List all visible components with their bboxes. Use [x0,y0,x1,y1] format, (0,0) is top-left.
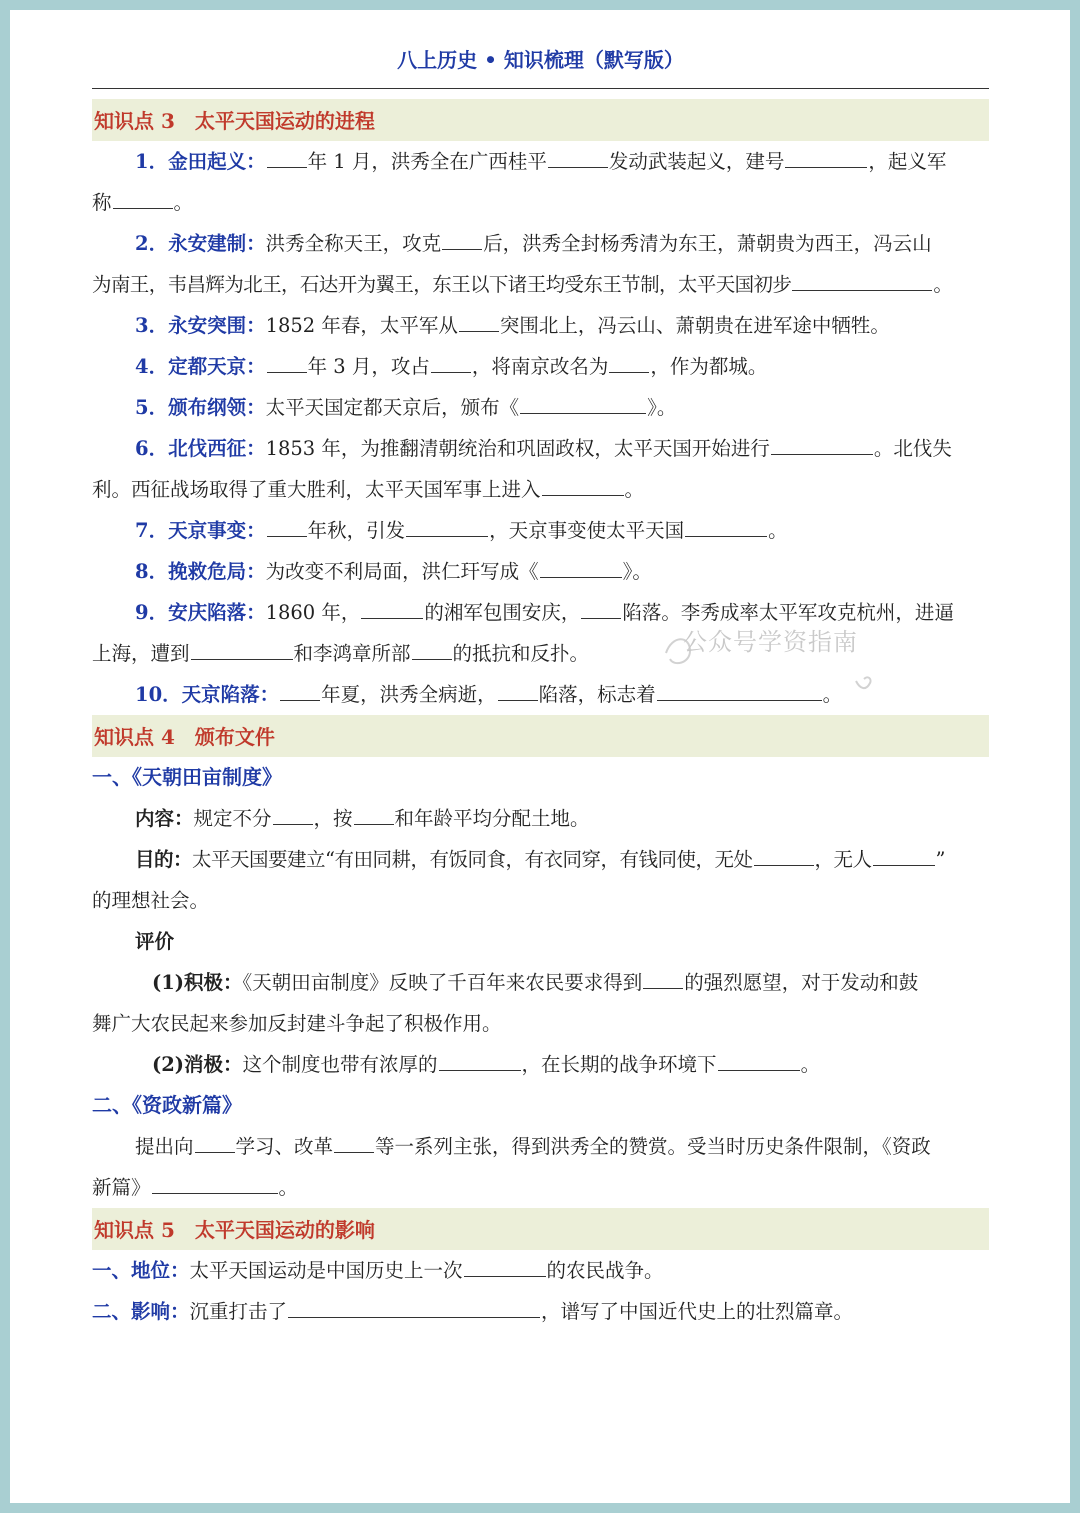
fill-blank[interactable] [718,1050,800,1071]
kp4-section-2-title: 二、《资政新篇》 [92,1093,242,1117]
kp4-purpose-cont: 的理想社会。 [92,889,210,912]
fill-blank[interactable] [361,598,423,619]
item-text: 学习、改革 [235,1135,334,1158]
item-text: 上海，遭到 [92,642,190,665]
item-text: 》。 [622,560,652,583]
item-label: 8．挽救危局： [135,560,266,583]
fill-blank[interactable] [431,352,471,373]
fill-blank[interactable] [792,270,932,291]
kp3-item-5 [92,387,989,428]
item-label: 1．金田起义： [135,150,266,173]
fill-blank[interactable] [685,516,767,537]
purpose-label: 目的： [135,848,193,871]
item-text: ” [935,848,945,871]
item-label: 6．北伐西征： [135,437,266,460]
item-text: 为南王，韦昌辉为北王，石达开为翼王，东王以下诸王均受东王节制，太平天国初步 [92,273,792,296]
item-text: 1860 年， [265,601,361,624]
fill-blank[interactable] [609,352,649,373]
item-text: 。 [933,273,953,296]
impact-label: 二、影响： [92,1300,190,1323]
kp4-header: 知识点 4 颁布文件 [92,715,989,757]
item-text: 的农民战争。 [546,1259,664,1282]
item-text: 的湘军包围安庆， [424,601,581,624]
item-label: 10．天京陷落： [135,683,280,706]
fill-blank[interactable] [540,557,622,578]
kp3-item-3 [92,305,989,346]
item-label: 3．永安突围： [135,314,266,337]
item-text: 年 3 月，攻占 [307,355,430,378]
fill-blank[interactable] [354,804,394,825]
fill-blank[interactable] [412,639,452,660]
kp3-item-1-cont [92,182,989,223]
fill-blank[interactable] [643,968,683,989]
kp3-item-6 [92,428,989,469]
item-text: 为改变不利局面，洪仁玕写成《 [265,560,539,583]
item-text: 后，洪秀全封杨秀清为东王，萧朝贵为西王，冯云山 [483,232,932,255]
item-text: 太平天国运动是中国历史上一次 [189,1259,463,1282]
kp4-eval-label: 评价 [135,930,175,953]
item-text: ，在长期的战争环境下 [521,1053,717,1076]
fill-blank[interactable] [548,147,608,168]
item-text: 年秋，引发 [307,519,406,542]
item-text: ，将南京改名为 [471,355,609,378]
item-text: 突围北上，冯云山、萧朝贵在进军途中牺牲。 [499,314,890,337]
fill-blank[interactable] [152,1173,278,1194]
item-text: 》。 [647,396,677,419]
kp5-impact [92,1291,989,1332]
fill-blank[interactable] [195,1132,235,1153]
item-text: 太平天国定都天京后，颁布《 [265,396,520,419]
item-text: 。北伐失 [873,437,952,460]
item-text: ，天京事变使太平天国 [489,519,685,542]
item-text: 发动武装起义，建号 [608,150,785,173]
fill-blank[interactable] [191,639,293,660]
fill-blank[interactable] [273,804,313,825]
item-text: 。 [768,519,788,542]
item-text: ，谱写了中国近代史上的壮烈篇章。 [541,1300,854,1323]
kp3-item-7 [92,510,989,551]
kp5-header: 知识点 5 太平天国运动的影响 [92,1208,989,1250]
fill-blank[interactable] [334,1132,374,1153]
positive-label: (1)积极： [152,971,243,994]
item-text: ，按 [313,807,353,830]
item-text: 的抵抗和反扑。 [452,642,590,665]
item-text: 和年龄平均分配土地。 [394,807,590,830]
item-text: 年夏，洪秀全病逝， [321,683,497,706]
kp4-content [92,798,989,839]
item-text: 。 [624,478,645,501]
fill-blank[interactable] [280,680,320,701]
fill-blank[interactable] [267,147,307,168]
item-text: 洪秀全称天王，攻克 [265,232,442,255]
item-label: 5．颁布纲领： [135,396,266,419]
item-text: 这个制度也带有浓厚的 [242,1053,438,1076]
kp4-eval-positive [92,962,989,1003]
watermark-text: 公众号学资指南 [683,628,858,656]
item-text: 陷落。李秀成率太平军攻克杭州，进逼 [622,601,954,624]
item-text: 称 [92,191,112,214]
content-label: 内容： [135,807,194,830]
fill-blank[interactable] [406,516,488,537]
item-text: 的强烈愿望，对于发动和鼓 [684,971,919,994]
fill-blank[interactable] [581,598,621,619]
item-text: 沉重打击了 [189,1300,288,1323]
kp4-zizheng-cont [92,1167,989,1208]
kp3-item-6-cont [92,469,989,510]
fill-blank[interactable] [754,845,814,866]
item-text: ，作为都城。 [650,355,768,378]
kp4-eval-negative [92,1044,989,1085]
item-text: 。 [800,1053,821,1076]
negative-label: (2)消极： [152,1053,243,1076]
fill-blank[interactable] [873,845,935,866]
fill-blank[interactable] [267,516,307,537]
fill-blank[interactable] [288,1297,540,1318]
fill-blank[interactable] [785,147,867,168]
kp3-item-1 [92,141,989,182]
item-text: 。 [278,1176,299,1199]
fill-blank[interactable] [520,393,646,414]
fill-blank[interactable] [267,352,307,373]
kp3-item-2-cont [92,264,989,305]
kp3-header: 知识点 3 太平天国运动的进程 [92,99,989,141]
item-label: 9．安庆陷落： [135,601,266,624]
item-text: 太平天国要建立“有田同耕，有饭同食，有衣同穿，有钱同使，无处 [192,848,753,871]
item-text: 规定不分 [193,807,272,830]
item-text: 。 [173,191,194,214]
kp4-purpose [92,839,989,880]
item-text: 提出向 [135,1135,194,1158]
fill-blank[interactable] [439,1050,521,1071]
kp5-status [92,1250,989,1291]
item-text: 和李鸿章所部 [293,642,411,665]
fill-blank[interactable] [771,434,873,455]
kp4-section-1-title: 一、《天朝田亩制度》 [92,765,282,789]
kp3-item-4 [92,346,989,387]
kp4-eval-positive-cont: 舞广大农民起来参加反封建斗争起了积极作用。 [92,1012,502,1035]
kp3-item-8 [92,551,989,592]
fill-blank[interactable] [498,680,538,701]
item-label: 7．天京事变： [135,519,266,542]
fill-blank[interactable] [464,1256,546,1277]
document-title: 八上历史 • 知识梳理（默写版） [92,10,989,89]
kp3-item-2 [92,223,989,264]
status-label: 一、地位： [92,1259,190,1282]
fill-blank[interactable] [542,475,624,496]
item-label: 2．永安建制： [135,232,266,255]
item-text: 。 [822,683,843,706]
item-text: 年 1 月，洪秀全在广西桂平 [307,150,547,173]
item-text: 新篇》 [92,1176,151,1199]
item-text: ，起义军 [868,150,947,173]
item-text: 《天朝田亩制度》反映了千百年来农民要求得到 [242,971,643,994]
fill-blank[interactable] [459,311,499,332]
fill-blank[interactable] [442,229,482,250]
kp4-zizheng [92,1126,989,1167]
item-text: 利。西征战场取得了重大胜利，太平天国军事上进入 [92,478,541,501]
item-text: 陷落，标志着 [538,683,656,706]
item-text: 等一系列主张，得到洪秀全的赞赏。受当时历史条件限制，《资政 [375,1135,931,1158]
fill-blank[interactable] [113,188,173,209]
item-text: ，无人 [814,848,872,871]
item-text: 1853 年，为推翻清朝统治和巩固政权，太平天国开始进行 [265,437,770,460]
item-label: 4．定都天京： [135,355,266,378]
document-sheet [10,10,1070,1503]
item-text: 1852 年春，太平军从 [265,314,458,337]
